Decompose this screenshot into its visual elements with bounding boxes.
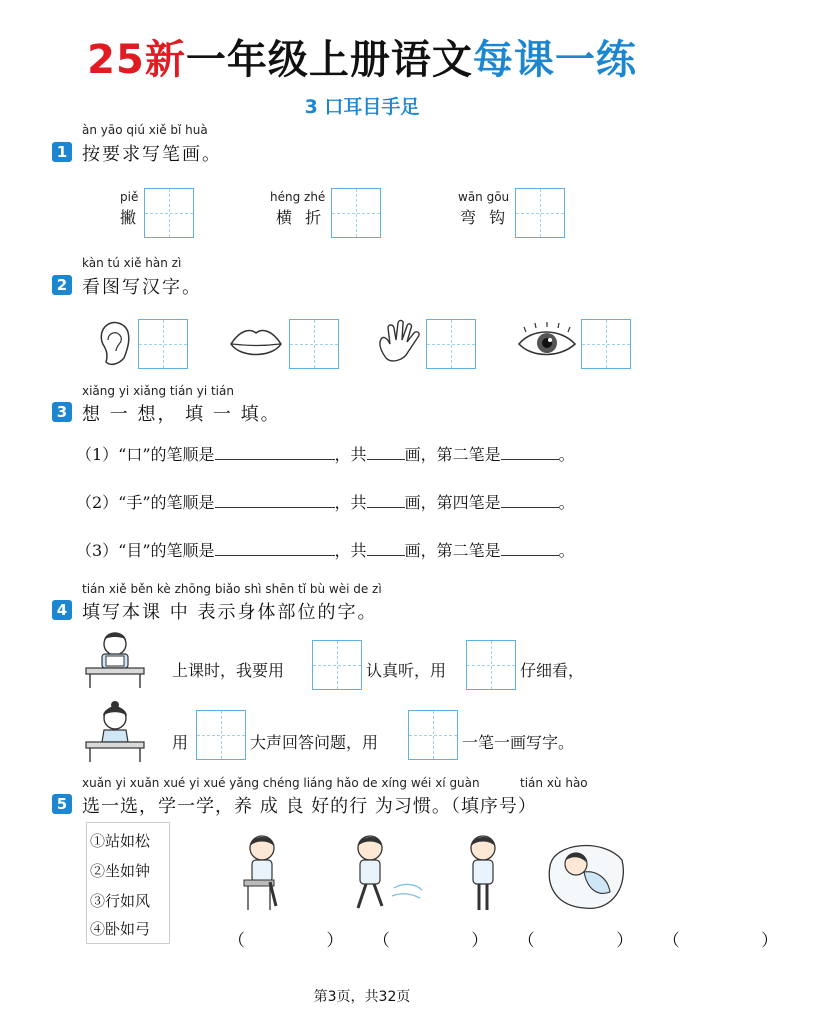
q2-number: 2 (52, 275, 72, 295)
q1-pinyin: àn yāo qiú xiě bǐ huà (82, 123, 208, 137)
q3-line-3-blank-count[interactable] (367, 541, 405, 556)
q4-number: 4 (52, 600, 72, 620)
q4-sentence2-c: 一笔一画写字。 (462, 733, 575, 752)
q4-sentence1-c: 仔细看， (520, 661, 585, 680)
q3-line-1-blank-order[interactable] (215, 445, 335, 460)
q3-line-3-blank-stroke[interactable] (501, 541, 559, 556)
q5-number: 5 (52, 794, 72, 814)
ear-icon (94, 318, 134, 368)
page-footer: 第3页，共32页 (313, 989, 411, 1005)
q5-option-3: ③行如风 (90, 892, 151, 910)
q3-line-3-blank-order[interactable] (215, 541, 335, 556)
q3-line-2-blank-count[interactable] (367, 493, 405, 508)
q4-write-box-1[interactable] (312, 640, 362, 690)
q3-line-2-text-b: ，共 (334, 493, 367, 512)
title-part3: 每课一练 (472, 37, 637, 83)
q3-line-1-blank-stroke[interactable] (501, 445, 559, 460)
q3-line-2-text-c: 画，第四笔是 (404, 493, 501, 512)
q1-write-box-2[interactable] (331, 188, 381, 238)
q4-sentence1-a: 上课时，我要用 (172, 661, 285, 680)
q3-line-1-text-b: ，共 (334, 445, 367, 464)
q5-option-1: ①站如松 (90, 832, 151, 850)
q3-line-1-text-d: 。 (558, 445, 575, 464)
q4-write-box-4[interactable] (408, 710, 458, 760)
q2-write-box-1[interactable] (138, 319, 188, 369)
title-part1: 25新 (87, 37, 186, 83)
kid-standing-illustration (458, 832, 508, 912)
q1-write-box-1[interactable] (144, 188, 194, 238)
mouth-icon (228, 324, 284, 364)
q3-line-3-text-a: （3）“目”的笔顺是 (76, 541, 215, 560)
q1-write-box-3[interactable] (515, 188, 565, 238)
q4-write-box-3[interactable] (196, 710, 246, 760)
hand-icon (376, 318, 424, 366)
eye-icon (516, 322, 578, 364)
q5-option-4: ④卧如弓 (90, 920, 151, 938)
q4-sentence1-b: 认真听，用 (366, 661, 447, 680)
q1-number: 1 (52, 142, 72, 162)
q5-pinyin: xuǎn yi xuǎn xué yi xué yǎng chéng liáng hǎo de xíng wéi xí guàn (82, 776, 480, 790)
q4-text: 填写本课 中 表示身体部位的字。 (82, 602, 378, 623)
q4-sentence2-a: 用 (172, 733, 189, 752)
q4-pinyin: tián xiě běn kè zhōng biǎo shì shēn tǐ bù wèi de zì (82, 582, 382, 596)
q2-pinyin: kàn tú xiě hàn zì (82, 256, 182, 270)
q3-line-3 (76, 538, 575, 561)
q3-text: 想 一 想， 填 一 填。 (82, 404, 281, 425)
q3-line-3-text-b: ，共 (334, 541, 367, 560)
title-part2: 一年级上册语文 (185, 37, 473, 83)
q5-option-2: ②坐如钟 (90, 862, 151, 880)
student-listening-illustration (82, 626, 148, 690)
q1-item2-pinyin: héng zhé (270, 190, 326, 204)
q2-text: 看图写汉字。 (82, 277, 202, 298)
q3-line-1-blank-count[interactable] (367, 445, 405, 460)
lesson-title: 3 口耳目手足 (304, 96, 420, 118)
q4-sentence2-b: 大声回答问题，用 (250, 733, 379, 752)
q2-write-box-4[interactable] (581, 319, 631, 369)
q3-line-2-blank-stroke[interactable] (501, 493, 559, 508)
q3-line-3-text-c: 画，第二笔是 (404, 541, 501, 560)
q1-item1-pinyin: piě (120, 190, 139, 204)
q3-line-3-text-d: 。 (558, 541, 575, 560)
q3-line-2 (76, 490, 575, 513)
page-title (0, 28, 724, 85)
q3-line-2-text-a: （2）“手”的笔顺是 (76, 493, 215, 512)
q4-write-box-2[interactable] (466, 640, 516, 690)
kid-sitting-illustration (236, 832, 286, 912)
q2-write-box-2[interactable] (289, 319, 339, 369)
student-writing-illustration (82, 700, 148, 764)
q3-line-2-text-d: 。 (558, 493, 575, 512)
q3-line-1 (76, 442, 575, 465)
q1-item1-label: 撇 (120, 208, 141, 227)
q1-item3-pinyin: wān gōu (458, 190, 510, 204)
q5-text: 选一选，学一学，养 成 良 好的行 为习惯。（填序号） (82, 796, 537, 817)
q3-line-2-blank-order[interactable] (215, 493, 335, 508)
q5-answer-blanks[interactable]: （ ）（ ）（ ）（ ） (228, 931, 816, 951)
q1-item2-label: 横 折 (276, 208, 326, 227)
q3-pinyin: xiǎng yi xiǎng tián yi tián (82, 384, 234, 398)
q3-number: 3 (52, 402, 72, 422)
q5-pinyin-2: tián xù hào (520, 776, 588, 790)
kid-walking-illustration (346, 832, 426, 912)
q2-write-box-3[interactable] (426, 319, 476, 369)
kid-sleeping-illustration (544, 836, 628, 916)
q1-item3-label: 弯 钩 (460, 208, 510, 227)
q1-text: 按要求写笔画。 (82, 144, 222, 165)
q3-line-1-text-c: 画，第二笔是 (404, 445, 501, 464)
q3-line-1-text-a: （1）“口”的笔顺是 (76, 445, 215, 464)
